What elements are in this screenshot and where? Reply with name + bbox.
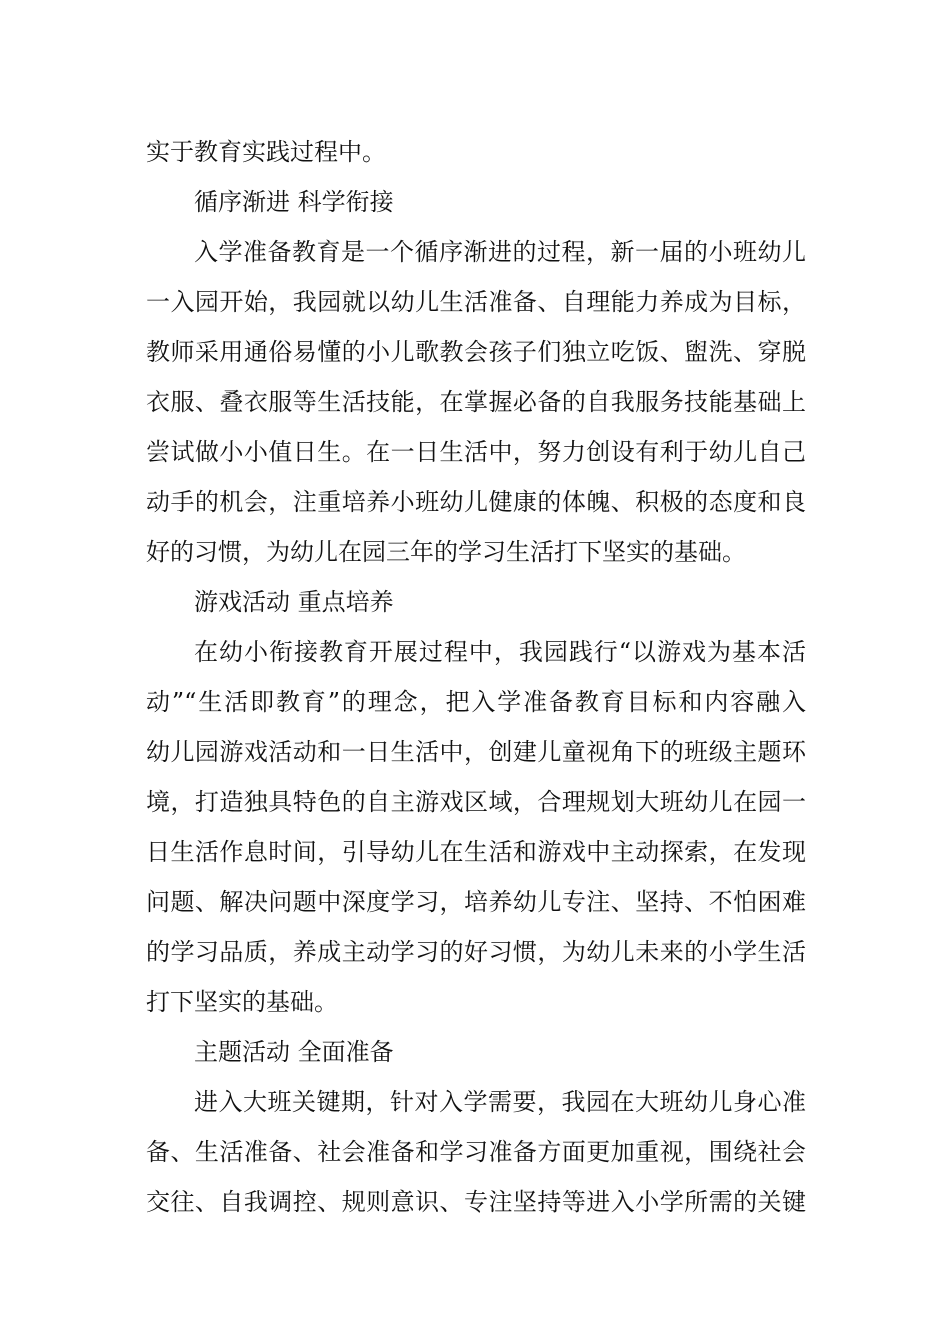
text-line: 交往、自我调控、规则意识、专注坚持等进入小学所需的关键	[146, 1188, 806, 1216]
text-line: 问题、解决问题中深度学习，培养幼儿专注、坚持、不怕困难	[146, 888, 806, 916]
text-line: 实于教育实践过程中。	[146, 138, 386, 166]
text-line: 入学准备教育是一个循序渐进的过程，新一届的小班幼儿	[194, 238, 806, 266]
section-heading: 循序渐进 科学衔接	[194, 188, 394, 216]
text-line: 幼儿园游戏活动和一日生活中，创建儿童视角下的班级主题环	[146, 738, 806, 766]
text-line: 境，打造独具特色的自主游戏区域，合理规划大班幼儿在园一	[146, 788, 806, 816]
text-line: 备、生活准备、社会准备和学习准备方面更加重视，围绕社会	[146, 1138, 806, 1166]
text-line: 一入园开始，我园就以幼儿生活准备、自理能力养成为目标，	[146, 288, 806, 316]
text-line: 动”“生活即教育”的理念，把入学准备教育目标和内容融入	[146, 688, 806, 716]
text-line: 教师采用通俗易懂的小儿歌教会孩子们独立吃饭、盥洗、穿脱	[146, 338, 806, 366]
text-line: 尝试做小小值日生。在一日生活中，努力创设有利于幼儿自己	[146, 438, 806, 466]
text-line: 进入大班关键期，针对入学需要，我园在大班幼儿身心准	[194, 1088, 806, 1116]
section-heading: 游戏活动 重点培养	[194, 588, 394, 616]
text-line: 打下坚实的基础。	[146, 988, 338, 1016]
text-line: 动手的机会，注重培养小班幼儿健康的体魄、积极的态度和良	[146, 488, 806, 516]
text-line: 日生活作息时间，引导幼儿在生活和游戏中主动探索，在发现	[146, 838, 806, 866]
text-line: 的学习品质，养成主动学习的好习惯，为幼儿未来的小学生活	[146, 938, 806, 966]
text-line: 好的习惯，为幼儿在园三年的学习生活打下坚实的基础。	[146, 538, 746, 566]
text-line: 在幼小衔接教育开展过程中，我园践行“以游戏为基本活	[194, 638, 806, 666]
section-heading: 主题活动 全面准备	[194, 1038, 394, 1066]
text-line: 衣服、叠衣服等生活技能，在掌握必备的自我服务技能基础上	[146, 388, 806, 416]
